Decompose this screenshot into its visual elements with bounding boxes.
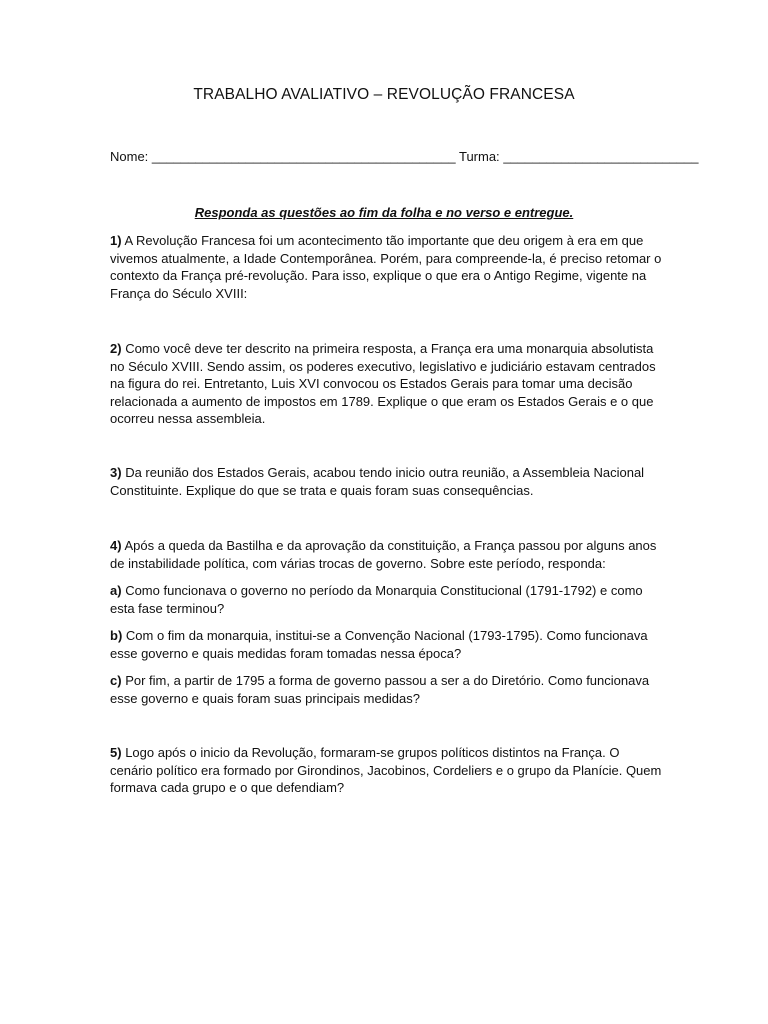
page-title: TRABALHO AVALIATIVO – REVOLUÇÃO FRANCESA — [193, 86, 575, 103]
question-number: b) — [110, 628, 123, 643]
question-number: 5) — [110, 745, 122, 760]
question-number: c) — [110, 673, 122, 688]
question-2 — [110, 340, 662, 428]
question-number: 3) — [110, 465, 122, 480]
instruction-text: Responda as questões ao fim da folha e no verso e entregue. — [194, 205, 574, 220]
question-4c — [110, 672, 662, 707]
question-4 — [110, 537, 662, 572]
question-5 — [110, 744, 662, 797]
question-number: 1) — [110, 233, 122, 248]
question-text: Da reunião dos Estados Gerais, acabou tendo inicio outra reunião, a Assembleia Nacional Constituinte. Explique do que se trata e quais foram suas consequências. — [110, 465, 645, 498]
question-number: a) — [110, 583, 122, 598]
question-text: Por fim, a partir de 1795 a forma de governo passou a ser a do Diretório. Como funcionava esse governo e quais foram suas principais medidas? — [110, 673, 650, 706]
name-blank: __________________________________________ — [151, 149, 456, 164]
question-4a — [110, 582, 662, 617]
name-and-class-line — [110, 149, 699, 164]
question-1 — [110, 232, 662, 302]
question-number: 4) — [110, 538, 122, 553]
class-blank: ___________________________ — [503, 149, 699, 164]
question-text: Logo após o inicio da Revolução, formaram-se grupos políticos distintos na França. O cenário político era formado por Girondinos, Jacobinos, Cordeliers e o grupo da Planície. Quem formava cada grupo e o que defendiam? — [110, 745, 662, 796]
question-text: A Revolução Francesa foi um acontecimento tão importante que deu origem à era em que vivemos atualmente, a Idade Contemporânea. Porém, para compreende-la, é preciso retomar o contexto da França pré-revolução. Para isso, explique o que era o Antigo Regime, vigente na França do Século XVIII: — [110, 233, 662, 301]
name-label: Nome: — [110, 149, 149, 164]
question-4b — [110, 627, 662, 662]
question-text: Como você deve ter descrito na primeira resposta, a França era uma monarquia absolutista no Século XVIII. Sendo assim, os poderes executivo, legislativo e judiciário estavam centrados na figura do rei. Entretanto, Luis XVI convocou os Estados Gerais para tomar uma decisão relacionada a aumento de impostos em 1789. Explique o que eram os Estados Gerais e o que ocorreu nessa assembleia. — [110, 341, 656, 427]
question-text: Após a queda da Bastilha e da aprovação da constituição, a França passou por alguns anos de instabilidade política, com várias trocas de governo. Sobre este período, responda: — [110, 538, 657, 571]
question-3 — [110, 464, 662, 499]
question-text: Como funcionava o governo no período da Monarquia Constitucional (1791-1792) e como esta fase terminou? — [110, 583, 643, 616]
question-text: Com o fim da monarquia, institui-se a Convenção Nacional (1793-1795). Como funcionava esse governo e quais medidas foram tomadas nessa época? — [110, 628, 648, 661]
question-number: 2) — [110, 341, 122, 356]
class-label: Turma: — [458, 149, 500, 164]
